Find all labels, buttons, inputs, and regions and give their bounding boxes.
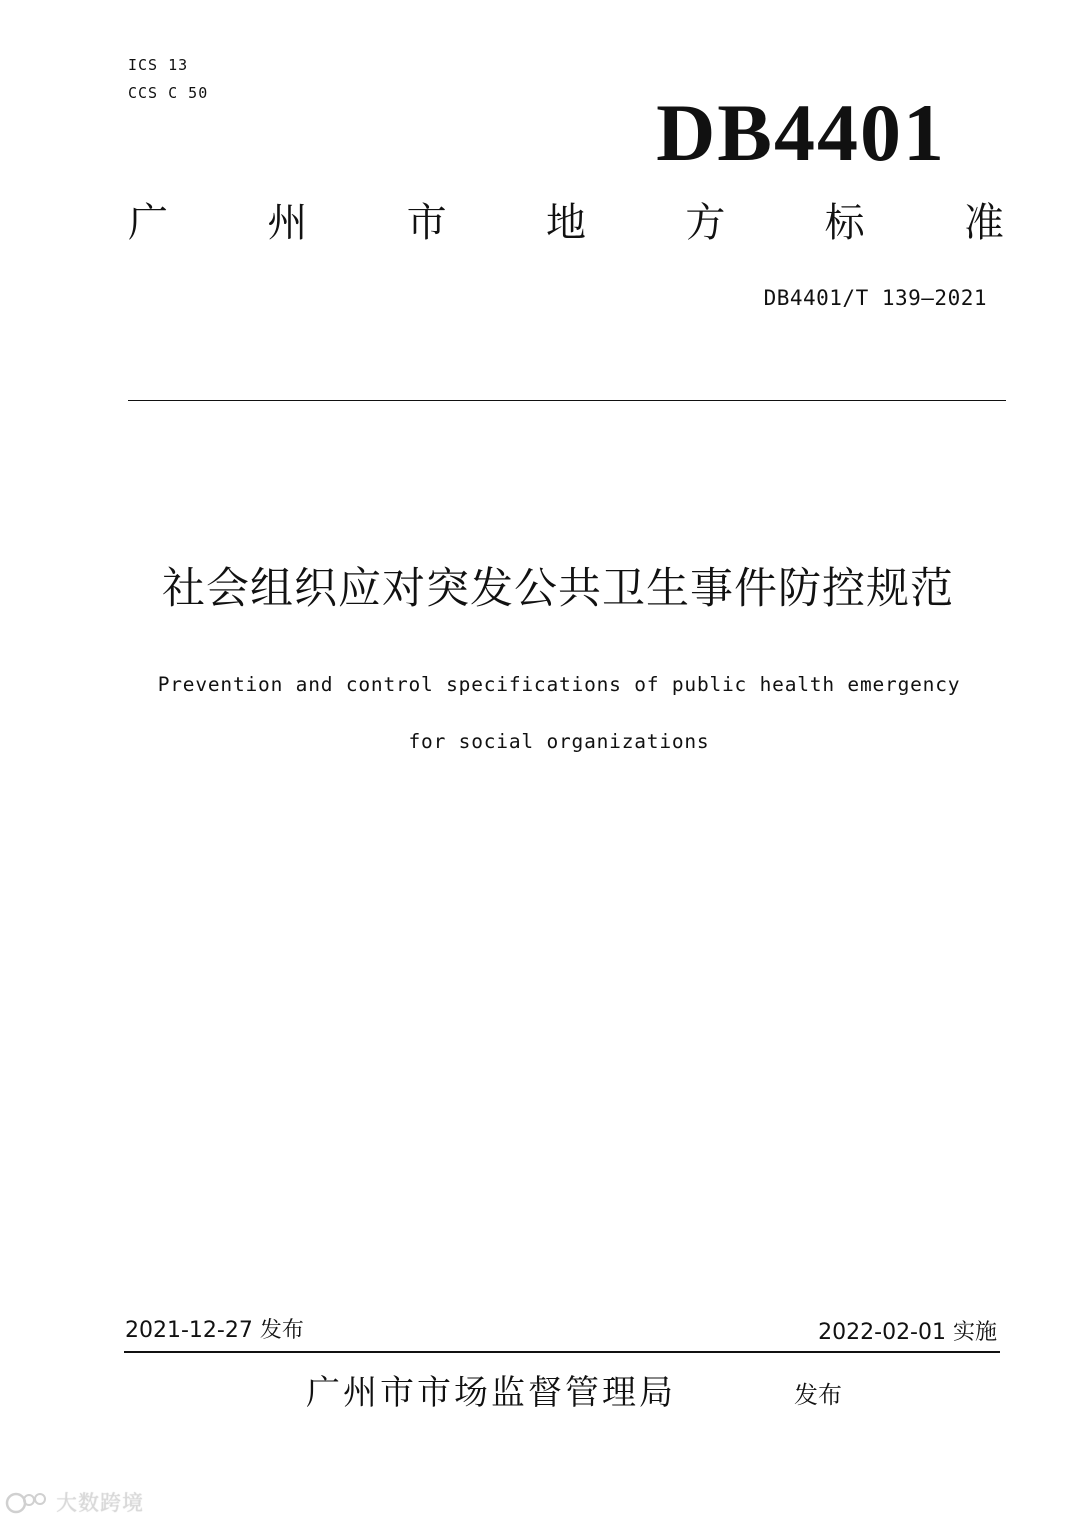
standard-type-char: 标 <box>824 200 865 246</box>
standard-code-logo: DB4401 <box>656 87 946 178</box>
header-divider <box>128 400 1006 401</box>
ccs-code: CCS C 50 <box>128 84 209 102</box>
document-number: DB4401/T 139—2021 <box>763 286 987 310</box>
watermark-text: 大数跨境 <box>56 1490 144 1515</box>
footer-divider <box>124 1351 1000 1353</box>
watermark <box>4 1490 144 1516</box>
document-title-en-line1: Prevention and control specifications of public health emergency <box>157 673 961 696</box>
standard-type-char: 广 <box>128 200 168 246</box>
standard-type-char: 市 <box>406 200 447 246</box>
ics-code: ICS 13 <box>128 56 189 74</box>
standard-type-char: 地 <box>545 200 586 246</box>
standard-type-heading <box>128 200 1004 246</box>
issuer-suffix: 发布 <box>794 1381 842 1409</box>
issuing-authority: 广州市市场监督管理局 <box>306 1373 676 1413</box>
standard-type-char: 准 <box>963 200 1004 246</box>
brand-logo-icon <box>4 1490 50 1516</box>
standard-type-char: 方 <box>685 200 726 246</box>
document-title-cn: 社会组织应对突发公共卫生事件防控规范 <box>162 564 954 614</box>
standard-type-char: 州 <box>267 200 308 246</box>
publish-date: 2021-12-27 发布 <box>125 1318 304 1343</box>
document-title-en-line2: for social organizations <box>408 730 710 753</box>
implement-date: 2022-02-01 实施 <box>818 1320 997 1345</box>
